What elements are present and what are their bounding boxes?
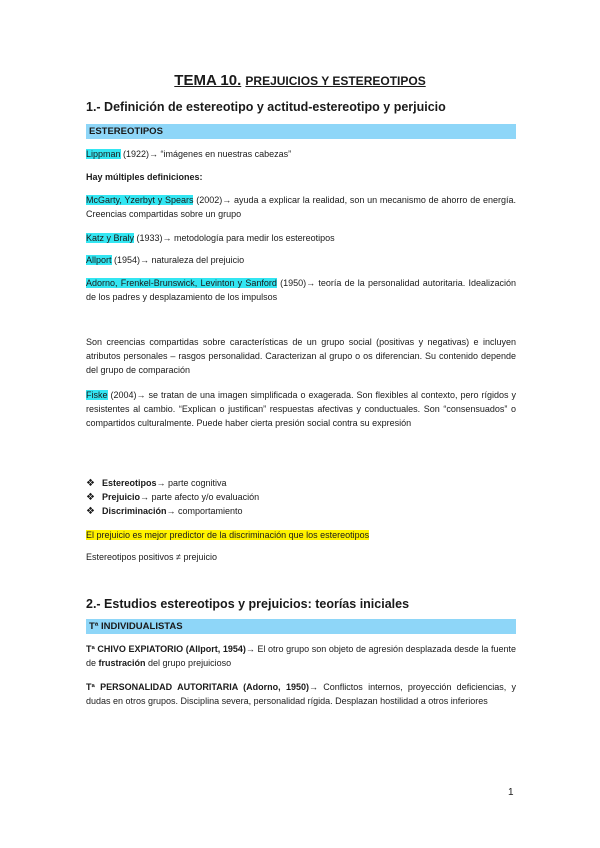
diamond-bullet-icon: ❖ bbox=[86, 492, 95, 503]
allport-text: (1954)→ naturaleza del prejuicio bbox=[111, 255, 245, 265]
chivo-bold: frustración bbox=[98, 658, 146, 668]
chivo-paragraph bbox=[86, 642, 516, 670]
bullet-term: Prejuicio bbox=[102, 492, 141, 502]
bullet-prejuicio bbox=[86, 490, 259, 505]
bullet-estereotipos bbox=[86, 476, 227, 491]
yellow-highlight-text: El prejuicio es mejor predictor de la discriminación que los estereotipos bbox=[86, 530, 370, 540]
autoritaria-paragraph bbox=[86, 680, 516, 708]
lippman-name: Lippman bbox=[86, 149, 121, 159]
title-main: TEMA 10. bbox=[174, 72, 242, 89]
mcgarty-name: McGarty, Yzerbyt y Spears bbox=[86, 195, 194, 205]
section2-heading: 2.- Estudios estereotipos y prejuicios: teorías iniciales bbox=[86, 597, 410, 611]
estereotipos-band: ESTEREOTIPOS bbox=[86, 124, 516, 139]
mcgarty-paragraph bbox=[86, 193, 516, 221]
autoritaria-term: Tª PERSONALIDAD AUTORITARIA (Adorno, 1950)→ bbox=[86, 682, 318, 692]
allport-paragraph bbox=[86, 253, 516, 267]
page-title bbox=[0, 72, 600, 89]
chivo-term: Tª CHIVO EXPIATORIO (Allport, 1954)→ bbox=[86, 644, 255, 654]
diamond-bullet-icon: ❖ bbox=[86, 506, 95, 517]
positive-stereotypes: Estereotipos positivos ≠ prejuicio bbox=[86, 552, 218, 562]
mcgarty-text: (2002)→ ayuda a explicar la realidad, son un mecanismo de ahorro de energía. Creencias compartidas sobre un grupo bbox=[86, 195, 516, 219]
adorno-name: Adorno, Frenkel-Brunswick, Levinton y Sanford bbox=[86, 278, 277, 288]
bullet-text: → parte afecto y/o evaluación bbox=[140, 492, 260, 502]
allport-name: Allport bbox=[86, 255, 112, 265]
diamond-bullet-icon: ❖ bbox=[86, 478, 95, 489]
lippman-text: (1922)→ “imágenes en nuestras cabezas” bbox=[120, 149, 292, 159]
adorno-paragraph bbox=[86, 276, 516, 304]
fiske-text: (2004)→ se tratan de una imagen simplificada o exagerada. Son flexibles al contexto, pero rígidos y resistentes al cambio. “Explican o justifican” respuestas afectivas y conductuales. Son “consensuados” o compartidos culturalmente. Puede haber cierta presión social contra su expresión bbox=[86, 390, 516, 428]
multiple-definitions: Hay múltiples definiciones: bbox=[86, 172, 203, 182]
bullet-text: → comportamiento bbox=[166, 506, 243, 516]
individualistas-band: Tª INDIVIDUALISTAS bbox=[86, 619, 516, 634]
chivo-text2: del grupo prejuicioso bbox=[145, 658, 232, 668]
autoritaria-text: Conflictos internos, proyección deficiencias, y dudas en otros grupos. Disciplina severa, personalidad rígida. Desplazan hostilidad a otros inferiores bbox=[86, 682, 516, 706]
bullet-term: Discriminación bbox=[102, 506, 167, 516]
highlight-statement bbox=[86, 528, 369, 542]
chivo-text: El otro grupo son objeto de agresión desplazada desde la fuente de bbox=[86, 644, 517, 668]
katz-paragraph bbox=[86, 231, 516, 245]
katz-text: (1933)→ metodología para medir los estereotipos bbox=[134, 233, 335, 243]
bullet-term: Estereotipos bbox=[102, 478, 157, 488]
shared-beliefs-paragraph: Son creencias compartidas sobre características de un grupo social (positivas y negativas) e incluyen atributos personales – rasgos personalidad. Caracterizan al grupo o os diferencian. Su contenido depende del grupo de comparación bbox=[86, 337, 516, 375]
bullet-text: → parte cognitiva bbox=[156, 478, 227, 488]
fiske-name: Fiske bbox=[86, 390, 108, 400]
bullet-discriminacion bbox=[86, 504, 243, 519]
fiske-paragraph bbox=[86, 388, 516, 430]
adorno-text: (1950)→ teoría de la personalidad autoritaria. Idealización de los padres y desplazamiento de los impulsos bbox=[86, 278, 517, 302]
lippman-paragraph bbox=[86, 147, 516, 161]
title-sub: PREJUICIOS Y ESTEREOTIPOS bbox=[245, 74, 426, 88]
page-number: 1 bbox=[508, 787, 514, 798]
katz-name: Katz y Braly bbox=[86, 233, 135, 243]
section1-heading: 1.- Definición de estereotipo y actitud-estereotipo y perjuicio bbox=[86, 100, 446, 114]
